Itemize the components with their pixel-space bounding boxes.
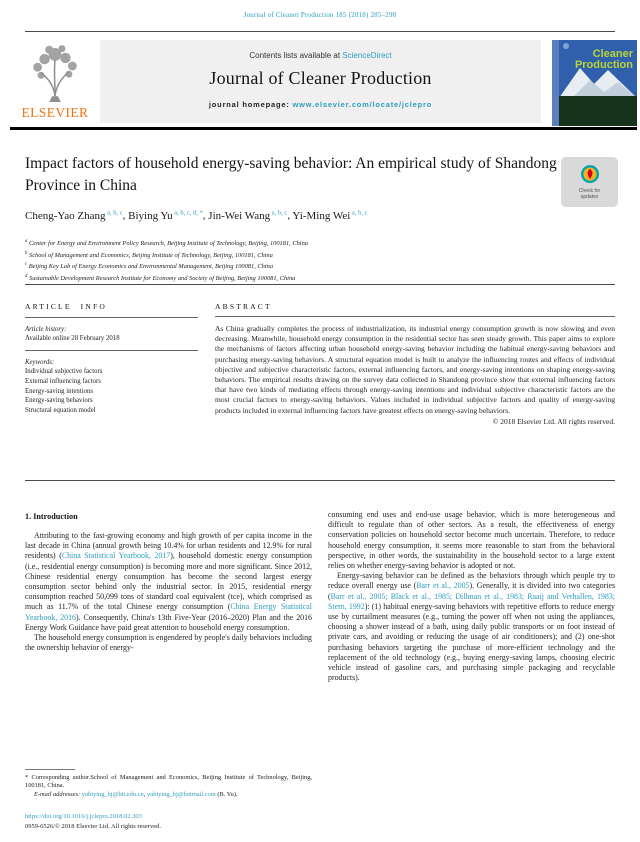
body-left-column	[25, 510, 312, 832]
paragraph	[25, 633, 312, 653]
keywords-label: Keywords:	[25, 358, 55, 366]
affiliation: $^a$ Center for Energy and Environment Policy Research, Beijing Institute of Technology, Beijing, 100181, China	[25, 239, 308, 248]
author	[25, 210, 123, 222]
keyword: Energy-saving behaviors	[25, 397, 93, 405]
elsevier-logo	[10, 40, 100, 126]
text-segment: ): (1) habitual energy-saving behaviors with repetitive efforts to reduce energy use by curtailment measures (e.g., turning the power off when not using the appliances, choosing a shower instead of a bath, using daily public transports or on foot instead of private cars, and avoiding or reducing the usage of air conditioners); and (2) one-shot purchasing behaviors targeting the purchase of more-efficient technology and the replacement of the old technology (e.g., buying energy-saving lamps, choosing electric vehicle instead of gasoline cars, and purchasing simple packaging and recyclable products).	[328, 601, 615, 683]
email-addresses-line	[25, 791, 312, 800]
affiliation: $^d$ Sustainable Development Research Institute for Economy and Society of Beijing, Beijing 100081, China	[25, 274, 296, 283]
crossmark-icon	[579, 164, 601, 186]
elsevier-wordmark: ELSEVIER	[21, 105, 89, 120]
author-name: Cheng-Yao Zhang	[25, 209, 106, 222]
masthead-divider-bar	[10, 127, 637, 130]
check-for-updates-badge[interactable]	[561, 157, 618, 207]
author-affiliation-sup: a, b, c	[270, 209, 288, 216]
paragraph	[328, 510, 615, 571]
paragraph	[25, 531, 312, 633]
cover-title-line2: Production	[574, 59, 633, 71]
text-segment: (B. Yu).	[215, 791, 238, 799]
affiliation: $^b$ School of Management and Economics, Beijing Institute of Technology, Beijing, 100181, China	[25, 250, 273, 259]
keyword: Energy-saving intentions	[25, 387, 94, 395]
author-name: Biying Yu	[128, 209, 173, 222]
footnote	[25, 769, 312, 800]
abstract-column	[215, 302, 615, 426]
copyright-line: © 2018 Elsevier Ltd. All rights reserved.	[492, 416, 615, 426]
journal-cover	[552, 40, 637, 126]
keyword: Structural equation model	[25, 406, 96, 414]
footnote-rule	[25, 769, 75, 770]
article-title: Impact factors of household energy-saving behavior: An empirical study of Shandong Province in China	[25, 155, 557, 194]
inline-link[interactable]: China Energy Statistical Yearbook, 2016	[25, 602, 312, 622]
homepage-url-link[interactable]: www.elsevier.com/locate/jclepro	[292, 100, 433, 109]
corresponding-author-note	[25, 774, 312, 792]
homepage-line	[100, 100, 541, 109]
text-segment: E-mail addresses:	[34, 791, 82, 799]
text-segment: The household energy consumption is engendered by people's daily behaviors including the ownership behavior of energy-	[25, 633, 312, 653]
author-name: Yi-Ming Wei	[292, 209, 351, 222]
article-body	[25, 510, 615, 832]
inline-link[interactable]: Barr et al., 2005	[416, 581, 470, 591]
inline-link[interactable]: yubiying_bj@bit.edu.cn	[81, 791, 144, 799]
page-footer	[25, 812, 312, 832]
text-segment: * Corresponding author.School of Management and Economics, Beijing Institute of Technology, Beijing, 100181, China.	[25, 773, 312, 790]
keywords-list	[25, 367, 198, 415]
divider	[25, 317, 198, 318]
right-column-paragraphs	[328, 510, 615, 683]
author-affiliation-sup: a, b, c	[105, 209, 123, 216]
author-list: Cheng-Yao Zhang $^{a, b, c}$, Biying Yu $^{a, b, c, d, *}$, Jin-Wei Wang $^{a, b, c}$, Yi-Ming Wei $^{a, b, c}$	[25, 209, 368, 222]
divider	[25, 480, 615, 481]
issn-copyright-line: 0959-6526/© 2018 Elsevier Ltd. All rights reserved.	[25, 823, 161, 830]
article-info-column	[25, 302, 198, 426]
author-affiliation-sup: a, b, c	[350, 209, 368, 216]
text-segment: consuming end uses and end-use usage behavior, which is more heterogeneous and difficult to regulate than of other sectors. As a result, the effectiveness of energy conservation policies on household sector become much uncertain. Therefore, to reduce household energy consumption, it seems more reasonable to start from the behavioral perspective, in other words, the sustainability in the household sector to a large extent relies on whether energy-saving behavior is adopted or not.	[328, 510, 615, 571]
cover-title-line1: Cleaner	[592, 48, 633, 60]
divider	[25, 350, 198, 351]
paragraph	[328, 571, 615, 683]
title-block	[25, 153, 557, 197]
inline-link[interactable]: yubiying_bj@hotmail.com	[146, 791, 216, 799]
author	[292, 210, 367, 222]
masthead	[10, 40, 637, 126]
divider	[25, 31, 615, 32]
check-for-updates-label: Check for updates	[578, 188, 601, 200]
doi-link[interactable]: https://doi.org/10.1016/j.jclepro.2018.02.303	[25, 813, 142, 820]
article-history-label: Article history:	[25, 325, 67, 333]
inline-link[interactable]: China Statistical Yearbook, 2017	[61, 551, 171, 561]
author-name: Jin-Wei Wang	[208, 209, 271, 222]
section-heading-introduction: 1. Introduction	[25, 512, 78, 521]
divider	[215, 316, 615, 317]
text-segment: ). Consequently, China's 13th Five-Year (2016–2020) Plan and the 2016 Energy Work Guidance have paid great attention to household energy consumption.	[25, 612, 312, 632]
contents-text: Contents lists available at	[249, 51, 343, 60]
sciencedirect-link[interactable]: ScienceDirect	[342, 51, 392, 60]
author	[208, 210, 287, 222]
contents-lists-line	[100, 51, 541, 60]
inline-link[interactable]: Barr et al., 2005; Black et al., 1985; Dillman et al., 1983; Raaij and Verhallen, 1983; Stern, 1992	[328, 591, 615, 611]
article-info-header: ARTICLE INFO	[25, 302, 107, 311]
divider	[25, 284, 615, 285]
running-head-citation: Journal of Cleaner Production 185 (2018) 285–298	[243, 11, 397, 19]
text-segment: Attributing to the fast-growing economy and high growth of per capita income in the last decade in China (annual growth being 10.4% for urban residents and 12.9% for rural residents) (	[25, 531, 312, 561]
author-affiliation-sup: a, b, c, d, *	[172, 209, 203, 216]
article-history-value: Available online 28 February 2018	[25, 335, 120, 343]
abstract-header: ABSTRACT	[215, 302, 272, 311]
info-abstract-region	[25, 302, 615, 426]
left-column-paragraphs	[25, 531, 312, 653]
elsevier-tree-icon	[26, 42, 84, 104]
text-segment: ). Generally, it is divided into two categories (	[328, 581, 616, 601]
author	[128, 210, 203, 222]
text-segment: ,	[143, 791, 147, 799]
journal-cover-image	[552, 40, 637, 126]
homepage-label: journal homepage:	[208, 100, 293, 109]
keyword: Individual subjective factors	[25, 368, 103, 376]
affiliation-list	[25, 237, 585, 284]
text-segment: Energy-saving behavior can be defined as the behaviors through which people try to reduce overall energy use (	[328, 571, 615, 591]
text-segment: ), household domestic energy consumption (i.e., residential energy consumption) is becoming more and more significant. Since 2012, Chinese residential energy consumption has become the second largest energy consumption sector behind only the industrial sector. In 2015, residential energy consumption reached 50,099 tons of standard coal equivalent (tce), which comprised as much as 11.7% of the total Chinese energy consumption (	[25, 551, 312, 612]
journal-banner	[100, 40, 541, 123]
journal-name: Journal of Cleaner Production	[209, 68, 432, 88]
abstract-text: As China gradually completes the process of industrialization, its industrial energy consumption growth is now slowing and even decreasing. Meanwhile, household energy consumption in the residential sector has seen steady growth. This paper aims to explore the mechanisms of factors affecting urban household energy-saving behavior including the habitual energy-saving behaviors and purchasing energy-saving behaviors. A structural equation model is built to analyze the influencing routes and effects of individual objective and subjective characteristic factors, external influencing factors, and energy-saving intentions on shaping energy-saving behaviors. The empirical results drawing on the survey data collected in Shandong province show that external influencing factors that have two kinds of mediating effects through energy-saving intentions and individual subjective characteristic factors are the most crucial factors to energy-saving behaviors. Values included in individual subjective factors and quality of energy-saving products included in external influencing factors have greatest effects on energy-saving behaviors.	[215, 324, 615, 415]
body-right-column	[328, 510, 615, 832]
keyword: External influencing factors	[25, 377, 101, 385]
affiliation: $^c$ Beijing Key Lab of Energy Economics and Environmental Management, Beijing 100081, China	[25, 262, 274, 271]
